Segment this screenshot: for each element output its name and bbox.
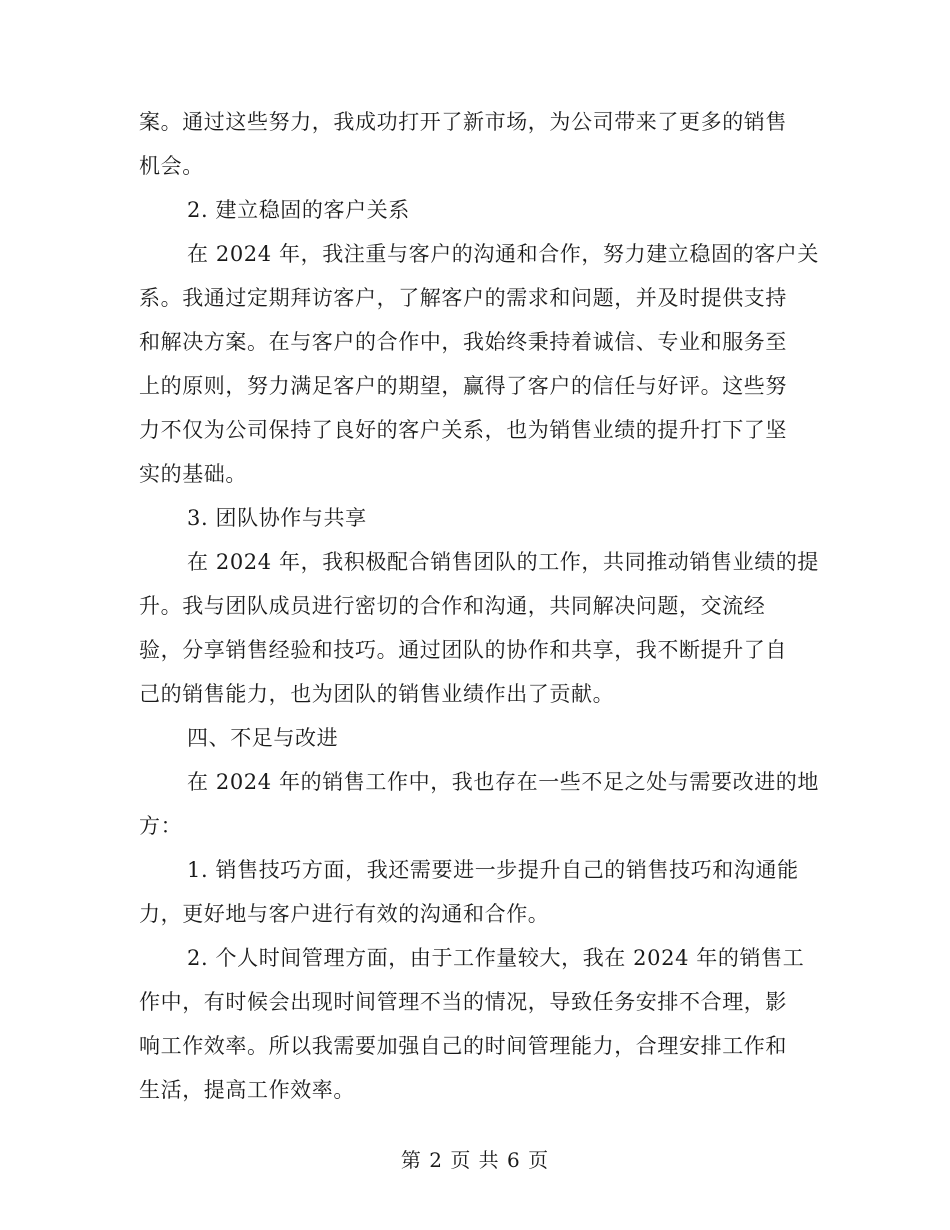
paragraph-first-line: 在 2024 年的销售工作中，我也存在一些不足之处与需要改进的地 xyxy=(187,770,819,794)
body-text-line: 实的基础。 xyxy=(139,462,247,486)
body-text-line: 机会。 xyxy=(139,154,204,178)
page-number-footer: 第 2 页 共 6 页 xyxy=(400,1148,550,1172)
list-item-first-line: 2. 个人时间管理方面，由于工作量较大，我在 2024 年的销售工 xyxy=(187,946,805,970)
body-text-line: 己的销售能力，也为团队的销售业绩作出了贡献。 xyxy=(139,682,615,706)
body-text-line: 作中，有时候会出现时间管理不当的情况，导致任务安排不合理，影 xyxy=(139,990,787,1014)
body-text-line: 力，更好地与客户进行有效的沟通和合作。 xyxy=(139,902,550,926)
body-text-line: 生活，提高工作效率。 xyxy=(139,1078,355,1102)
document-body xyxy=(139,100,819,1112)
body-text-line: 验，分享销售经验和技巧。通过团队的协作和共享，我不断提升了自 xyxy=(139,638,787,662)
paragraph-first-line: 在 2024 年，我积极配合销售团队的工作，共同推动销售业绩的提 xyxy=(187,550,819,574)
body-text-line: 力不仅为公司保持了良好的客户关系，也为销售业绩的提升打下了坚 xyxy=(139,418,787,442)
body-text-line: 和解决方案。在与客户的合作中，我始终秉持着诚信、专业和服务至 xyxy=(139,330,787,354)
body-text-line: 上的原则，努力满足客户的期望，赢得了客户的信任与好评。这些努 xyxy=(139,374,787,398)
body-text-line: 方： xyxy=(139,814,183,838)
body-text-line: 案。通过这些努力，我成功打开了新市场，为公司带来了更多的销售 xyxy=(139,110,787,134)
body-text-line: 响工作效率。所以我需要加强自己的时间管理能力，合理安排工作和 xyxy=(139,1034,787,1058)
section-heading: 2. 建立稳固的客户关系 xyxy=(187,198,410,222)
section-heading: 3. 团队协作与共享 xyxy=(187,506,367,530)
list-item-first-line: 1. 销售技巧方面，我还需要进一步提升自己的销售技巧和沟通能 xyxy=(187,858,799,882)
paragraph-first-line: 在 2024 年，我注重与客户的沟通和合作，努力建立稳固的客户关 xyxy=(187,242,819,266)
body-text-line: 升。我与团队成员进行密切的合作和沟通，共同解决问题，交流经 xyxy=(139,594,766,618)
section-heading: 四、不足与改进 xyxy=(187,726,339,750)
body-text-line: 系。我通过定期拜访客户，了解客户的需求和问题，并及时提供支持 xyxy=(139,286,787,310)
